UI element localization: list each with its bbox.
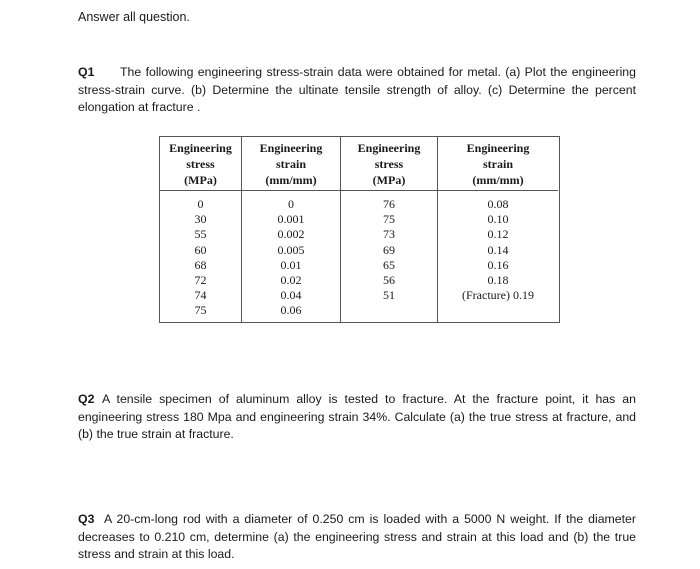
table-cell: 56 [383, 272, 395, 287]
table-cell: 69 [383, 242, 395, 257]
question-2-text: A tensile specimen of aluminum alloy is tested to fracture. At the fracture point, it has an engineering stress 180 Mpa and engineering strain 34%. Calculate (a) the true stress at fracture, and (b) the true strain at fracture. [78, 392, 636, 441]
table-cell: 0.18 [487, 272, 509, 287]
table-column-stress-1 [160, 137, 242, 322]
header-line: (MPa) [372, 173, 406, 187]
table-cell: 74 [194, 288, 207, 303]
question-2 [78, 391, 636, 444]
table-cell: 0 [288, 197, 294, 211]
table-cell: 72 [194, 272, 207, 287]
table-cell: 60 [194, 242, 207, 257]
header-line: (MPa) [184, 173, 217, 187]
table-cell: 76 [383, 197, 395, 211]
table-cell: 0.005 [277, 242, 305, 257]
table-cell: 75 [383, 212, 395, 227]
question-3-number: Q3 [78, 512, 95, 526]
table-cell: 0.14 [487, 242, 509, 257]
table-column-stress-2 [341, 137, 438, 322]
header-line: (mm/mm) [472, 173, 524, 187]
question-2-number: Q2 [78, 392, 95, 406]
table-cell: 0.02 [280, 272, 302, 287]
table-cell: 51 [383, 288, 395, 303]
header-line: strain [483, 157, 513, 171]
header-line: Engineering [259, 141, 323, 155]
question-3-text: A 20-cm-long rod with a diameter of 0.250 cm is loaded with a 5000 N weight. If the diameter decreases to 0.210 cm, determine (a) the engineering stress and strain at this load and (b) the true stress and strain at this load. [78, 512, 636, 561]
question-1-number: Q1 [78, 65, 95, 79]
table-cell: 0.16 [487, 257, 509, 272]
header-line: Engineering [357, 141, 421, 155]
table-cell: 0.06 [280, 303, 302, 318]
header-line: strain [276, 157, 306, 171]
table-column-strain-1 [242, 137, 341, 322]
question-1-text: The following engineering stress-strain data were obtained for metal. (a) Plot the engineering stress-strain curve. (b) Determine the ultinate tensile strength of alloy. (c) Determine the percent elongation at fracture . [78, 65, 636, 114]
table-cell: 73 [383, 227, 395, 242]
table-cell: 75 [194, 303, 207, 318]
header-line: stress [374, 157, 404, 171]
header-line: Engineering [466, 141, 530, 155]
question-1 [78, 64, 636, 117]
table-cell: 0.08 [487, 197, 509, 211]
table-cell: 0.002 [277, 227, 305, 242]
table-header-stress-2 [341, 137, 437, 191]
table-header-strain-2 [438, 137, 558, 191]
header-line: stress [186, 157, 215, 171]
table-cell: 0.10 [487, 212, 509, 227]
table-cell: 0.04 [280, 288, 302, 303]
header-line: (mm/mm) [265, 173, 317, 187]
table-cell: 68 [194, 257, 207, 272]
table-column-strain-2 [438, 137, 558, 322]
table-header-stress-1 [160, 137, 241, 191]
table-cell: 55 [194, 227, 207, 242]
stress-strain-table [159, 136, 560, 323]
table-cell: 0.01 [280, 257, 302, 272]
table-header-strain-1 [242, 137, 340, 191]
header-line: Engineering [169, 141, 232, 155]
table-cell: (Fracture) 0.19 [462, 288, 534, 303]
instruction-text: Answer all question. [78, 10, 190, 24]
table-cell: 0.12 [487, 227, 509, 242]
table-cell: 30 [194, 212, 207, 227]
table-cell: 0.001 [277, 212, 305, 227]
question-3 [78, 511, 636, 564]
table-cell: 0 [197, 197, 204, 211]
table-cell: 65 [383, 257, 395, 272]
